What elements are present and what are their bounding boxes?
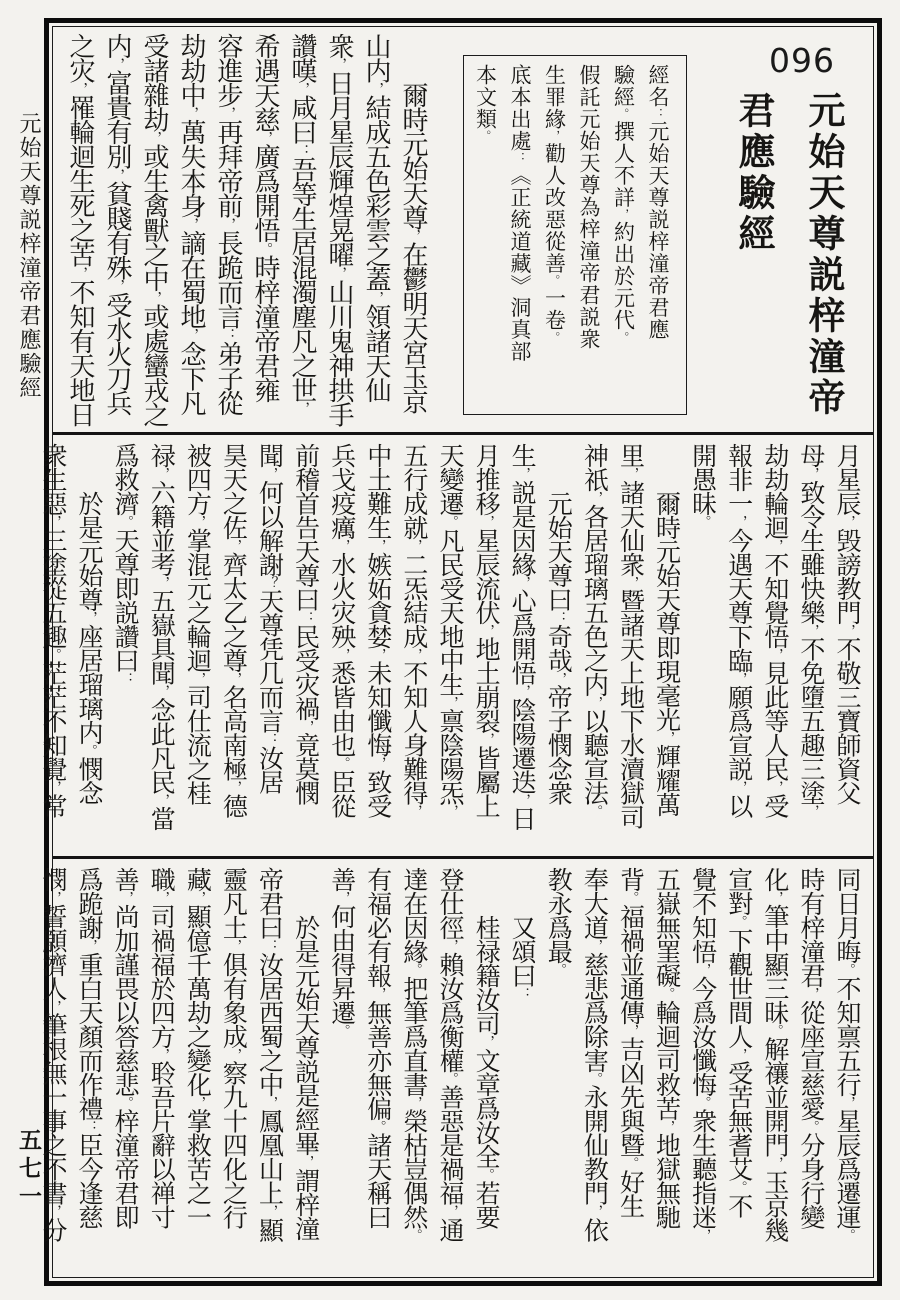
text-column: 被四方，掌混元之輪迴，司仕流之桂 — [183, 443, 213, 805]
text-column: 善，尚加謹畏以答慈悲。梓潼帝君即 — [111, 867, 141, 1229]
text-column: 五行成就，二炁結成，不知人身難得， — [399, 443, 429, 818]
title-block — [687, 33, 873, 432]
text-column: 爲救濟。天尊即説讚曰： — [111, 443, 141, 685]
text-column: 讚嘆，咸曰：吾等生居混濁塵凡之世， — [287, 33, 317, 415]
text-column: 報非一，今遇天尊下臨，願爲宣説，以 — [724, 443, 754, 818]
text-column: 假託元始天尊為梓潼帝君説衆 — [577, 64, 601, 350]
text-column: 月推移，星辰流伏，地土崩裂，皆屬上 — [472, 443, 502, 818]
margin-title: 元始天尊説梓潼帝君應驗經 — [16, 112, 41, 400]
text-column: 里，諸天仙衆，暨諸天上地下水瀆獄司 — [616, 443, 646, 829]
text-column: 元始天尊曰：奇哉，帝子憫念衆 — [544, 443, 574, 805]
band-bottom-columns — [38, 856, 873, 1277]
text-column: 登仕徑，賴汝爲衡權。善惡是禍福，通 — [435, 867, 465, 1242]
text-column: 奉大道，慈悲爲除害。永開仙教門，依 — [580, 867, 610, 1242]
text-column: 化，筆中顯三昧。解禳並開門，玉京幾 — [760, 867, 790, 1242]
text-column: 於是元始尊，座居瑠璃内。憫念 — [75, 443, 105, 805]
text-column: 時有梓潼君，從座宣慈愛。分身行變 — [796, 867, 826, 1229]
scripture-title-column-2: 君應驗經 — [732, 91, 776, 255]
text-column: 善，何由得昇遷。 — [327, 867, 357, 1037]
text-column: 母，致令生雖快樂，不免墮五趣三塗， — [796, 443, 826, 818]
text-column: 生，説是因緣，心爲開悟，陰陽遷迭，日 — [508, 443, 538, 830]
text-column: 衆生惡，三塗從五趣。茫茫不知覺，常 — [38, 443, 68, 818]
abstract-box — [463, 55, 687, 415]
text-column: 兵戈疫癘，水火灾殃，悉皆由也。臣從 — [327, 443, 357, 818]
page-inner-frame — [38, 26, 874, 1278]
text-column: 劫劫輪迴，不知覺悟，見此等人民，受 — [760, 443, 790, 818]
text-column: 達在因緣。把筆爲直書，榮枯豈偶然。 — [399, 867, 429, 1242]
text-column: 教永爲最。 — [544, 867, 574, 976]
text-column: 底本出處：《正統道藏》洞真部 — [508, 64, 532, 363]
text-column: 前稽首告天尊曰：民受灾禍，竟莫憫 — [291, 443, 321, 805]
abstract-columns — [468, 64, 675, 410]
text-column: 職，司禍福於四方，聆吾片辭以禅寸 — [147, 867, 177, 1229]
text-column: 憫，誓願濟人，筆根無一事之不書，分 — [38, 867, 68, 1242]
text-column: 希遇天慈，廣爲開悟。時梓潼帝君雍 — [250, 33, 280, 402]
text-column: 有福必有報，無善亦無偏。諸天稱曰 — [363, 867, 393, 1229]
text-column: 桂禄籍汝司，文章爲汝全。若要 — [472, 867, 502, 1229]
text-column: 中土難生，嫉妬貪婪，未知懺悔，致受 — [363, 443, 393, 818]
text-column: 爾時元始天尊，在鬱明天宮玉京 — [398, 33, 428, 414]
folio-number: 五七一 — [15, 1128, 42, 1212]
text-column: 禄，六籍並考，五嶽具聞，念此凡民，當 — [147, 443, 177, 830]
text-column: 五嶽無罣礙。輪迴司救苦，地獄無馳 — [652, 867, 682, 1229]
text-column: 背。福禍並通傳，吉凶先與暨。好生 — [616, 867, 646, 1218]
band-middle-columns — [38, 432, 873, 856]
band-top — [53, 27, 873, 432]
text-column: 經名：元始天尊説梓潼帝君應 — [646, 64, 670, 341]
text-column: 同日月晦。不知禀五行，星辰爲遷運。 — [833, 867, 862, 1242]
text-column: 受諸雜劫，或生禽獸之中，或處蠻戎之 — [139, 33, 169, 427]
text-column: 藏，顯億千萬劫之變化，掌救苦之一 — [183, 867, 213, 1229]
text-column: 之灾，罹輪迴生死之苦，不知有天地日 — [65, 33, 95, 427]
page-number: 096 — [769, 41, 835, 80]
text-column: 内，富貴有別，貧賤有殊，受水火刀兵 — [102, 33, 132, 415]
text-column: 於是元始天尊説是經畢，謂梓潼 — [291, 867, 321, 1240]
band-top-columns — [53, 33, 463, 432]
text-column: 昊天之佐，齊太乙之尊，名高南極，德 — [219, 443, 249, 818]
text-column: 爾時元始天尊即現毫光，輝耀萬 — [652, 443, 682, 816]
text-column: 宣對。下觀世間人，受苦無耆艾。不 — [724, 867, 754, 1218]
text-column: 爲跪謝，重白天顏而作禮：臣今逢慈 — [75, 867, 105, 1229]
text-column: 山内，結成五色彩雲之蓋，領諸天仙 — [361, 33, 391, 402]
text-column: 驗經。撰人不詳，約出於元代。 — [611, 64, 636, 344]
text-column: 又頌曰： — [508, 867, 538, 1000]
text-column: 容進步，再拜帝前，長跪而言：弟子從 — [213, 33, 243, 415]
text-column: 本文類。 — [473, 64, 498, 143]
scripture-title-column-1: 元始天尊説梓潼帝 — [802, 91, 846, 419]
text-column: 開愚昧。 — [688, 443, 718, 528]
text-column: 神祇，各居瑠璃五色之内，以聽宣法。 — [580, 443, 610, 818]
page-sheet — [38, 18, 882, 1286]
text-column: 劫劫中，萬失本身，謫在蜀地，念下凡 — [176, 33, 206, 415]
text-column: 月星辰，毁謗教門，不敬三寶師資父 — [833, 443, 862, 805]
text-column: 覺不知悟，今爲汝懺悔。衆生聽指迷， — [688, 867, 718, 1242]
text-column: 天變遷。凡民受天地中生，禀陰陽炁， — [435, 443, 465, 818]
text-column: 生罪緣，勸人改惡從善。一卷。 — [542, 64, 567, 344]
text-column: 帝君曰：汝居西蜀之中，鳳凰山上，顯 — [255, 867, 285, 1242]
text-column: 靈凡土，俱有象成，察九十四化之行 — [219, 867, 249, 1229]
text-column: 聞，何以解謝？天尊凭几而言：汝居 — [255, 443, 285, 794]
text-column: 衆，日月星辰輝煌晃曜，山川鬼神拱手 — [324, 33, 354, 427]
